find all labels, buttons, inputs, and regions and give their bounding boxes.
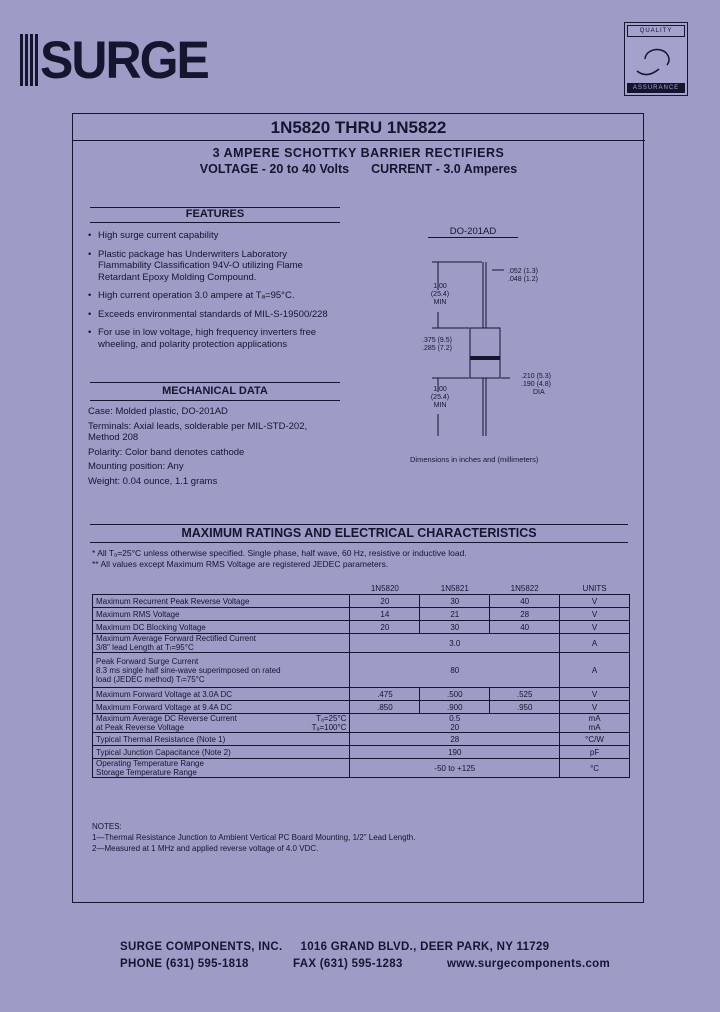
row-param: Maximum Recurrent Peak Reverse Voltage — [93, 595, 350, 608]
current-rating: CURRENT - 3.0 Amperes — [371, 162, 518, 176]
table-row — [93, 634, 630, 653]
lead-length-in: 1.00 — [433, 283, 447, 290]
row-value — [350, 714, 560, 733]
row-value: 40 — [490, 621, 560, 634]
row-unit: A — [560, 634, 630, 653]
body-length-dim — [422, 337, 472, 353]
feature-item: • High current operation 3.0 ampere at Tₐ=95°C. — [88, 290, 328, 302]
row-value: 30 — [420, 621, 490, 634]
badge-bottom-text: ASSURANCE — [627, 83, 685, 93]
ratings-summary — [72, 162, 645, 176]
row-param: Maximum Forward Voltage at 9.4A DC — [93, 701, 350, 714]
footer-line-1 — [120, 941, 610, 953]
notes-block — [92, 821, 632, 854]
mech-terminals: Terminals: Axial leads, solderable per MIL-STD-202, Method 208 — [88, 420, 308, 443]
row-value: 21 — [420, 608, 490, 621]
lead-length-mm: (25.4) — [430, 291, 450, 298]
table-row — [93, 714, 630, 733]
row-param — [93, 653, 350, 688]
ratings-rule-bottom — [90, 542, 628, 543]
body-len-max-in: .375 — [422, 337, 436, 344]
logo-text: SURGE — [40, 30, 208, 90]
dimensions-note: Dimensions in inches and (millimeters) — [410, 455, 539, 464]
feature-item: • Plastic package has Underwriters Laboratory Flammability Classification 94V-O utilizing Flame Retardant Epoxy Molding Compound. — [88, 249, 328, 284]
min-label: MIN — [433, 402, 447, 409]
row-param-line: Maximum Average Forward Rectified Current — [96, 634, 256, 643]
row-unit-line: mA — [588, 723, 601, 732]
table-row — [93, 746, 630, 759]
body-len-min-in: .285 — [422, 345, 436, 352]
row-value-line: 0.5 — [449, 714, 461, 723]
row-param: Maximum Forward Voltage at 3.0A DC — [93, 688, 350, 701]
row-param: Maximum DC Blocking Voltage — [93, 621, 350, 634]
lead-diameter-dim — [508, 268, 578, 284]
row-condition: Tₐ=25°C — [316, 714, 347, 723]
row-param-line: 8.3 ms single half sine-wave superimposed on rated — [96, 665, 281, 675]
lead-dia-max-in: .052 — [508, 268, 522, 275]
package-name: DO-201AD — [428, 226, 518, 238]
note-1: 1—Thermal Resistance Junction to Ambient Vertical PC Board Mounting, 1/2" Lead Length. — [92, 833, 416, 842]
lead-length-top — [428, 283, 452, 307]
ratings-heading: MAXIMUM RATINGS AND ELECTRICAL CHARACTERISTICS — [181, 526, 537, 540]
row-value: .500 — [420, 688, 490, 701]
table-row — [93, 653, 630, 688]
lead-length-in: 1.00 — [433, 386, 447, 393]
surge-logo — [20, 30, 208, 90]
note-2: 2—Measured at 1 MHz and applied reverse voltage of 4.0 VDC. — [92, 844, 319, 853]
row-param-line: Maximum Average DC Reverse Current — [96, 714, 237, 723]
row-unit: V — [560, 688, 630, 701]
min-label: MIN — [433, 299, 447, 306]
body-len-max-mm: (9.5) — [437, 337, 452, 344]
row-value: 40 — [490, 595, 560, 608]
fax-number: FAX (631) 595-1283 — [293, 958, 403, 970]
part-range-title: 1N5820 THRU 1N5822 — [270, 118, 447, 137]
feature-item: • Exceeds environmental standards of MIL-S-19500/228 — [88, 309, 328, 321]
table-header-row — [93, 582, 630, 595]
mech-weight: Weight: 0.04 ounce, 1.1 grams — [88, 475, 218, 487]
table-row — [93, 608, 630, 621]
row-param: Typical Thermal Resistance (Note 1) — [93, 733, 350, 746]
features-rule-bottom — [90, 222, 340, 223]
table-row — [93, 595, 630, 608]
mechanical-heading: MECHANICAL DATA — [162, 385, 268, 397]
row-value: 14 — [350, 608, 420, 621]
row-value: .850 — [350, 701, 420, 714]
row-unit: V — [560, 595, 630, 608]
lead-dia-min-in: .048 — [508, 276, 522, 283]
lead-dia-max-mm: (1.3) — [523, 268, 538, 275]
ratings-conditions — [92, 548, 632, 570]
dia-label: DIA — [533, 389, 545, 396]
lead-dia-min-mm: (1.2) — [523, 276, 538, 283]
ratings-note-2: ** All values except Maximum RMS Voltage are registered JEDEC parameters. — [92, 559, 389, 569]
footer-line-2 — [120, 958, 610, 970]
row-value: 20 — [350, 621, 420, 634]
row-unit: °C — [560, 759, 630, 778]
table-row — [93, 701, 630, 714]
col-units: UNITS — [582, 583, 607, 593]
row-value-line: 20 — [450, 723, 460, 732]
voltage-range: VOLTAGE - 20 to 40 Volts — [199, 162, 350, 176]
row-param — [93, 759, 350, 778]
body-dia-max-mm: (5.3) — [536, 373, 551, 380]
ratings-rule-top — [90, 524, 628, 525]
company-address: 1016 GRAND BLVD., DEER PARK, NY 11729 — [300, 941, 550, 953]
lead-length-mm: (25.4) — [430, 394, 450, 401]
ratings-table — [92, 582, 630, 778]
mechanical-rule-top — [90, 382, 340, 383]
title-divider — [72, 140, 645, 141]
table-row — [93, 688, 630, 701]
row-value: .525 — [490, 688, 560, 701]
mechanical-rule-bottom — [90, 400, 340, 401]
body-dia-min-in: .190 — [521, 381, 535, 388]
row-unit: V — [560, 608, 630, 621]
quality-assurance-badge — [624, 22, 688, 96]
phone-number: PHONE (631) 595-1818 — [120, 958, 249, 970]
features-list — [88, 230, 328, 357]
row-value: 28 — [490, 608, 560, 621]
row-value: .900 — [420, 701, 490, 714]
row-param — [93, 634, 350, 653]
lead-length-bottom — [428, 386, 452, 410]
row-value: 190 — [350, 746, 560, 759]
feature-item: • For use in low voltage, high frequency inverters free wheeling, and polarity protection applications — [88, 327, 328, 350]
row-condition: Tₐ=100°C — [311, 723, 347, 732]
row-param — [93, 714, 350, 733]
row-value: 3.0 — [350, 634, 560, 653]
row-unit — [560, 714, 630, 733]
website-link[interactable]: www.surgecomponents.com — [446, 958, 610, 970]
mech-polarity: Polarity: Color band denotes cathode — [88, 446, 245, 458]
notes-heading: NOTES: — [92, 822, 122, 831]
col-1n5821: 1N5821 — [440, 583, 469, 593]
features-heading: FEATURES — [185, 208, 245, 220]
mech-mounting: Mounting position: Any — [88, 461, 184, 472]
mechanical-list — [88, 406, 338, 490]
logo-bars — [20, 34, 38, 86]
row-param-line: Storage Temperature Range — [96, 768, 197, 777]
row-param-line: at Peak Reverse Voltage — [96, 723, 185, 732]
row-unit: V — [560, 621, 630, 634]
row-value: 28 — [350, 733, 560, 746]
company-name: SURGE COMPONENTS, INC. — [120, 941, 283, 953]
badge-top-text: QUALITY — [627, 25, 685, 37]
row-param-line: 3/8" lead Length at Tₗ=95°C — [96, 643, 194, 652]
row-unit: °C/W — [560, 733, 630, 746]
col-1n5822: 1N5822 — [510, 583, 539, 593]
ratings-note-1: * All Tₐ=25°C unless otherwise specified. Single phase, half wave, 60 Hz, resistive or inductive load. — [92, 548, 467, 558]
product-description: 3 AMPERE SCHOTTKY BARRIER RECTIFIERS — [212, 146, 505, 160]
row-unit: V — [560, 701, 630, 714]
body-dia-min-mm: (4.8) — [536, 381, 551, 388]
row-param-line: Operating Temperature Range — [96, 759, 204, 768]
body-diameter-dim — [521, 373, 581, 397]
row-value: .950 — [490, 701, 560, 714]
row-unit-line: mA — [588, 714, 601, 723]
row-value: 20 — [350, 595, 420, 608]
body-len-min-mm: (7.2) — [437, 345, 452, 352]
row-value: 30 — [420, 595, 490, 608]
row-param: Maximum RMS Voltage — [93, 608, 350, 621]
row-unit: A — [560, 653, 630, 688]
row-value: -50 to +125 — [350, 759, 560, 778]
feature-item: • High surge current capability — [88, 230, 328, 242]
table-row — [93, 733, 630, 746]
mech-case: Case: Molded plastic, DO-201AD — [88, 406, 228, 417]
table-row — [93, 621, 630, 634]
table-row — [93, 759, 630, 778]
col-1n5820: 1N5820 — [370, 583, 399, 593]
body-dia-max-in: .210 — [521, 373, 535, 380]
row-value: 80 — [350, 653, 560, 688]
row-param-line: Peak Forward Surge Current — [96, 656, 199, 666]
row-value: .475 — [350, 688, 420, 701]
row-param-line: load (JEDEC method) Tₗ=75°C — [96, 674, 205, 684]
row-unit: pF — [560, 746, 630, 759]
row-param: Typical Junction Capacitance (Note 2) — [93, 746, 350, 759]
